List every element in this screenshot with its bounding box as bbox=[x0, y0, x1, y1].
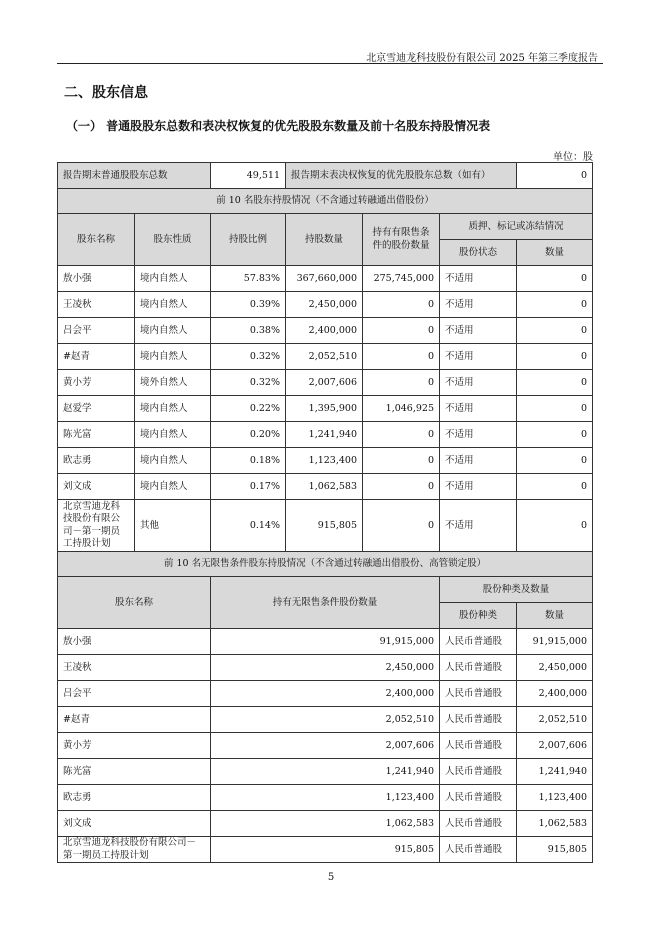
holder-nature: 境内自然人 bbox=[135, 396, 211, 422]
pledge-status: 不适用 bbox=[440, 396, 517, 422]
holder-nature: 境内自然人 bbox=[135, 474, 211, 500]
holder-name: 刘文成 bbox=[58, 811, 211, 837]
holder-name: 北京雪迪龙科技股份有限公司－第一期员工持股计划 bbox=[58, 500, 135, 552]
holding-qty: 2,400,000 bbox=[286, 318, 363, 344]
col-ratio-header: 持股比例 bbox=[211, 214, 286, 266]
holding-ratio: 0.32% bbox=[211, 370, 286, 396]
header-divider bbox=[57, 63, 603, 64]
holder-name: 黄小芳 bbox=[58, 733, 211, 759]
holding-qty: 1,395,900 bbox=[286, 396, 363, 422]
share-count: 1,241,940 bbox=[517, 759, 593, 785]
holding-ratio: 0.39% bbox=[211, 292, 286, 318]
restricted-qty: 275,745,000 bbox=[363, 266, 440, 292]
col-name-header: 股东名称 bbox=[58, 577, 211, 629]
table-row bbox=[58, 837, 593, 863]
table-row bbox=[58, 344, 593, 370]
unrestricted-qty: 915,805 bbox=[211, 837, 440, 863]
holder-name: 陈光富 bbox=[58, 759, 211, 785]
table-row bbox=[58, 811, 593, 837]
summary-row bbox=[58, 163, 593, 189]
top10-title: 前 10 名股东持股情况（不含通过转融通出借股份） bbox=[58, 189, 593, 214]
share-type: 人民币普通股 bbox=[440, 785, 517, 811]
holder-nature: 境内自然人 bbox=[135, 292, 211, 318]
holding-qty: 2,450,000 bbox=[286, 292, 363, 318]
table-row bbox=[58, 733, 593, 759]
holder-name: 敖小强 bbox=[58, 629, 211, 655]
pledge-status: 不适用 bbox=[440, 344, 517, 370]
share-count: 1,062,583 bbox=[517, 811, 593, 837]
restricted-qty: 0 bbox=[363, 474, 440, 500]
total-holders-value: 49,511 bbox=[211, 163, 286, 189]
share-count: 2,052,510 bbox=[517, 707, 593, 733]
unrestricted-title: 前 10 名无限售条件股东持股情况（不含通过转融通出借股份、高管锁定股） bbox=[58, 552, 593, 577]
table-row bbox=[58, 318, 593, 344]
holding-qty: 367,660,000 bbox=[286, 266, 363, 292]
holder-name: 吕会平 bbox=[58, 681, 211, 707]
page-number: 5 bbox=[327, 872, 335, 883]
holding-qty: 2,007,606 bbox=[286, 370, 363, 396]
table-row bbox=[58, 629, 593, 655]
share-type: 人民币普通股 bbox=[440, 655, 517, 681]
holding-qty: 2,052,510 bbox=[286, 344, 363, 370]
pledge-status: 不适用 bbox=[440, 370, 517, 396]
holder-name: #赵青 bbox=[58, 707, 211, 733]
restricted-qty: 0 bbox=[363, 318, 440, 344]
pledge-status: 不适用 bbox=[440, 422, 517, 448]
holder-name: 欧志勇 bbox=[58, 785, 211, 811]
holding-qty: 1,123,400 bbox=[286, 448, 363, 474]
restricted-qty: 1,046,925 bbox=[363, 396, 440, 422]
holding-ratio: 0.22% bbox=[211, 396, 286, 422]
holder-name: 吕会平 bbox=[58, 318, 135, 344]
holder-nature: 境外自然人 bbox=[135, 370, 211, 396]
holding-ratio: 57.83% bbox=[211, 266, 286, 292]
table-row bbox=[58, 370, 593, 396]
holding-qty: 1,241,940 bbox=[286, 422, 363, 448]
share-type: 人民币普通股 bbox=[440, 759, 517, 785]
share-count: 1,123,400 bbox=[517, 785, 593, 811]
holding-ratio: 0.32% bbox=[211, 344, 286, 370]
pledge-status: 不适用 bbox=[440, 266, 517, 292]
col-name-header: 股东名称 bbox=[58, 214, 135, 266]
pledge-status: 不适用 bbox=[440, 292, 517, 318]
holding-qty: 915,805 bbox=[286, 500, 363, 552]
holder-name: 欧志勇 bbox=[58, 448, 135, 474]
share-type: 人民币普通股 bbox=[440, 811, 517, 837]
col-type-header: 股份种类 bbox=[440, 603, 517, 629]
holder-name: 敖小强 bbox=[58, 266, 135, 292]
share-count: 915,805 bbox=[517, 837, 593, 863]
restricted-qty: 0 bbox=[363, 500, 440, 552]
table-row bbox=[58, 759, 593, 785]
holder-name: #赵青 bbox=[58, 344, 135, 370]
holder-nature: 境内自然人 bbox=[135, 266, 211, 292]
col-count-header: 数量 bbox=[517, 603, 593, 629]
holder-nature: 境内自然人 bbox=[135, 448, 211, 474]
table-row bbox=[58, 448, 593, 474]
table-row bbox=[58, 292, 593, 318]
unrestricted-qty: 2,052,510 bbox=[211, 707, 440, 733]
share-type: 人民币普通股 bbox=[440, 681, 517, 707]
preferred-holders-value: 0 bbox=[517, 163, 593, 189]
table-row bbox=[58, 655, 593, 681]
unrestricted-qty: 2,400,000 bbox=[211, 681, 440, 707]
col-status-header: 股份状态 bbox=[440, 240, 517, 266]
share-count: 2,450,000 bbox=[517, 655, 593, 681]
pledge-status: 不适用 bbox=[440, 448, 517, 474]
unrestricted-qty: 1,241,940 bbox=[211, 759, 440, 785]
restricted-qty: 0 bbox=[363, 292, 440, 318]
unrestricted-qty: 2,450,000 bbox=[211, 655, 440, 681]
pledge-count: 0 bbox=[517, 422, 593, 448]
table-row bbox=[58, 500, 593, 552]
col-restricted-header: 持有有限售条件的股份数量 bbox=[363, 214, 440, 266]
holding-ratio: 0.17% bbox=[211, 474, 286, 500]
top10-title-row bbox=[58, 189, 593, 214]
holder-nature: 境内自然人 bbox=[135, 318, 211, 344]
total-holders-label: 报告期末普通股股东总数 bbox=[58, 163, 211, 189]
share-type: 人民币普通股 bbox=[440, 733, 517, 759]
pledge-count: 0 bbox=[517, 500, 593, 552]
subsection-title: （一） 普通股股东总数和表决权恢复的优先股股东数量及前十名股东持股情况表 bbox=[66, 119, 491, 133]
pledge-count: 0 bbox=[517, 474, 593, 500]
shareholder-table bbox=[57, 162, 593, 863]
table-row bbox=[58, 785, 593, 811]
holder-nature: 境内自然人 bbox=[135, 344, 211, 370]
holder-nature: 境内自然人 bbox=[135, 422, 211, 448]
table-row bbox=[58, 266, 593, 292]
unrestricted-qty: 2,007,606 bbox=[211, 733, 440, 759]
table-row bbox=[58, 474, 593, 500]
share-count: 2,007,606 bbox=[517, 733, 593, 759]
holder-name: 王凌秋 bbox=[58, 655, 211, 681]
pledge-count: 0 bbox=[517, 292, 593, 318]
preferred-holders-label: 报告期末表决权恢复的优先股股东总数（如有） bbox=[286, 163, 517, 189]
col-count-header: 数量 bbox=[517, 240, 593, 266]
unit-label: 单位：股 bbox=[553, 152, 593, 163]
pledge-status: 不适用 bbox=[440, 474, 517, 500]
section-title: 二、股东信息 bbox=[64, 85, 148, 101]
holding-ratio: 0.20% bbox=[211, 422, 286, 448]
col-type-group-header: 股份种类及数量 bbox=[440, 577, 593, 603]
restricted-qty: 0 bbox=[363, 370, 440, 396]
share-type: 人民币普通股 bbox=[440, 837, 517, 863]
top10-header-row bbox=[58, 214, 593, 240]
holder-nature: 其他 bbox=[135, 500, 211, 552]
pledge-status: 不适用 bbox=[440, 500, 517, 552]
report-header: 北京雪迪龙科技股份有限公司 2025 年第三季度报告 bbox=[366, 53, 598, 64]
holding-ratio: 0.14% bbox=[211, 500, 286, 552]
pledge-count: 0 bbox=[517, 396, 593, 422]
pledge-status: 不适用 bbox=[440, 318, 517, 344]
unrestricted-qty: 91,915,000 bbox=[211, 629, 440, 655]
share-type: 人民币普通股 bbox=[440, 707, 517, 733]
restricted-qty: 0 bbox=[363, 344, 440, 370]
pledge-count: 0 bbox=[517, 370, 593, 396]
col-unrestricted-qty-header: 持有无限售条件股份数量 bbox=[211, 577, 440, 629]
restricted-qty: 0 bbox=[363, 448, 440, 474]
unrestricted-header-row bbox=[58, 577, 593, 603]
restricted-qty: 0 bbox=[363, 422, 440, 448]
holder-name: 赵爱学 bbox=[58, 396, 135, 422]
holding-ratio: 0.18% bbox=[211, 448, 286, 474]
share-count: 91,915,000 bbox=[517, 629, 593, 655]
holding-ratio: 0.38% bbox=[211, 318, 286, 344]
col-qty-header: 持股数量 bbox=[286, 214, 363, 266]
holder-name: 陈光富 bbox=[58, 422, 135, 448]
table-row bbox=[58, 396, 593, 422]
unrestricted-qty: 1,062,583 bbox=[211, 811, 440, 837]
unrestricted-qty: 1,123,400 bbox=[211, 785, 440, 811]
unrestricted-title-row bbox=[58, 552, 593, 577]
table-row bbox=[58, 681, 593, 707]
holding-qty: 1,062,583 bbox=[286, 474, 363, 500]
holder-name: 刘文成 bbox=[58, 474, 135, 500]
table-row bbox=[58, 707, 593, 733]
holder-name: 黄小芳 bbox=[58, 370, 135, 396]
share-count: 2,400,000 bbox=[517, 681, 593, 707]
col-pledge-header: 质押、标记或冻结情况 bbox=[440, 214, 593, 240]
share-type: 人民币普通股 bbox=[440, 629, 517, 655]
holder-name: 北京雪迪龙科技股份有限公司－第一期员工持股计划 bbox=[58, 837, 211, 863]
col-nature-header: 股东性质 bbox=[135, 214, 211, 266]
pledge-count: 0 bbox=[517, 318, 593, 344]
pledge-count: 0 bbox=[517, 344, 593, 370]
pledge-count: 0 bbox=[517, 266, 593, 292]
table-row bbox=[58, 422, 593, 448]
pledge-count: 0 bbox=[517, 448, 593, 474]
holder-name: 王凌秋 bbox=[58, 292, 135, 318]
